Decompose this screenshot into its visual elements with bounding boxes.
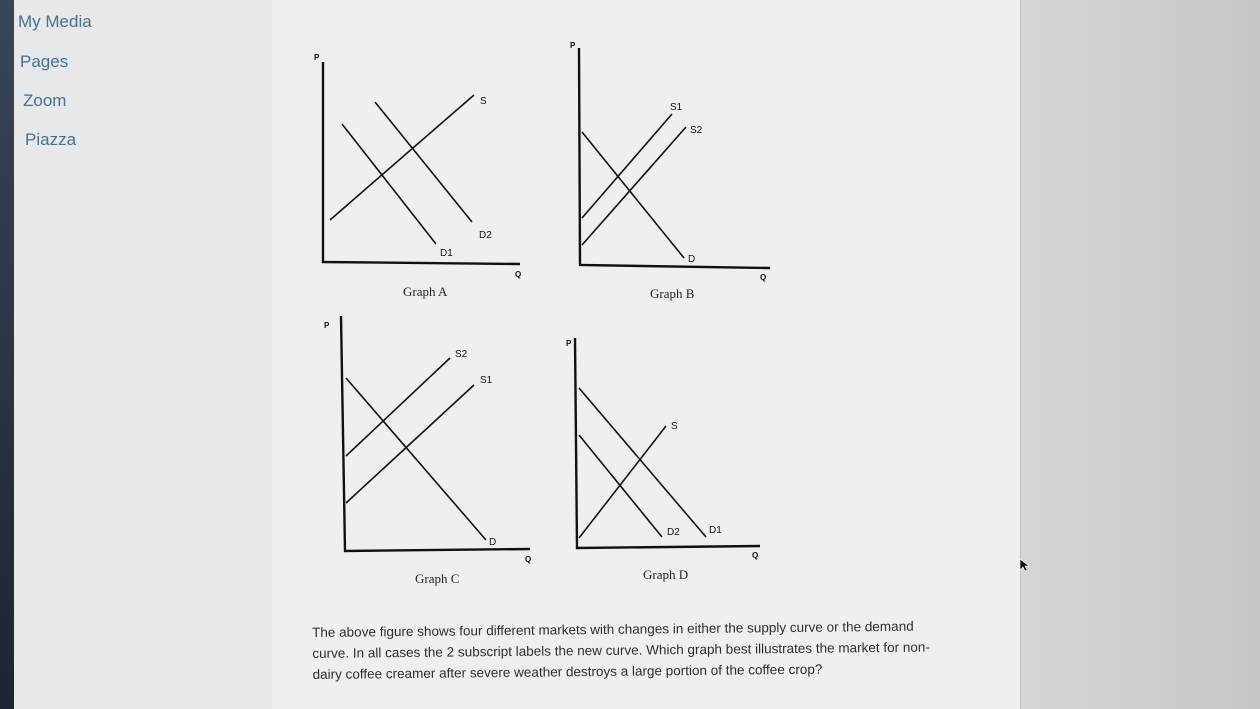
graph-a-label-d2: D2 xyxy=(479,230,492,241)
graph-a-p-label: P xyxy=(314,53,320,62)
graph-c-supply-curve-2 xyxy=(346,358,450,456)
graph-d-p-label: P xyxy=(566,339,572,348)
mouse-pointer-icon xyxy=(1018,558,1032,572)
graph-c-caption: Graph C xyxy=(415,571,460,586)
graph-a-label-s: S xyxy=(480,96,487,107)
graph-c-supply-curve-1 xyxy=(346,385,474,503)
graph-b-axes xyxy=(579,48,770,268)
graph-a-q-label: Q xyxy=(515,270,522,279)
graph-b-label-s1: S1 xyxy=(670,102,683,113)
graph-c-label-s2: S2 xyxy=(455,349,468,360)
graph-b-supply-curve-2 xyxy=(582,127,686,245)
graph-d-supply-curve xyxy=(579,426,666,538)
graph-c-p-label: P xyxy=(324,321,330,330)
graph-b-supply-curve-1 xyxy=(582,114,672,218)
sidebar-item-pages[interactable]: Pages xyxy=(20,52,69,71)
graph-b-caption: Graph B xyxy=(650,286,695,301)
sidebar-item-zoom[interactable]: Zoom xyxy=(23,91,67,110)
graph-c-label-s1: S1 xyxy=(480,375,493,386)
sidebar-item-my-media[interactable]: My Media xyxy=(18,12,92,31)
graph-d-caption: Graph D xyxy=(643,567,689,582)
graph-b-label-d: D xyxy=(688,254,696,265)
graph-a xyxy=(314,53,521,299)
graph-a-demand-curve-1 xyxy=(342,124,436,244)
graph-d xyxy=(566,338,760,582)
graph-d-label-s: S xyxy=(671,421,678,432)
graph-d-axes xyxy=(575,338,760,548)
graph-d-q-label: Q xyxy=(752,551,759,560)
question-text: The above figure shows four different markets with changes in either the supply curve or the demand curve. In all cases the 2 subscript labels the new curve. Which graph best illustrates the market for non-dairy coffee creamer after severe weather destroys a large portion of the coffee crop? xyxy=(312,618,930,682)
graph-b xyxy=(570,41,770,301)
graph-b-q-label: Q xyxy=(760,273,767,282)
sidebar-item-piazza[interactable]: Piazza xyxy=(25,130,77,149)
graph-b-demand-curve xyxy=(582,132,684,258)
graph-a-demand-curve-2 xyxy=(375,102,472,222)
graph-a-caption: Graph A xyxy=(403,284,448,299)
graph-c-label-d: D xyxy=(489,537,497,548)
graph-c-q-label: Q xyxy=(525,555,532,564)
graph-d-label-d2: D2 xyxy=(667,527,680,538)
graph-c-demand-curve xyxy=(346,378,486,540)
graph-c xyxy=(324,316,531,586)
graph-b-label-s2: S2 xyxy=(690,125,703,136)
graph-d-label-d1: D1 xyxy=(709,525,722,536)
graph-b-p-label: P xyxy=(570,41,576,50)
graph-a-label-d1: D1 xyxy=(440,248,453,259)
